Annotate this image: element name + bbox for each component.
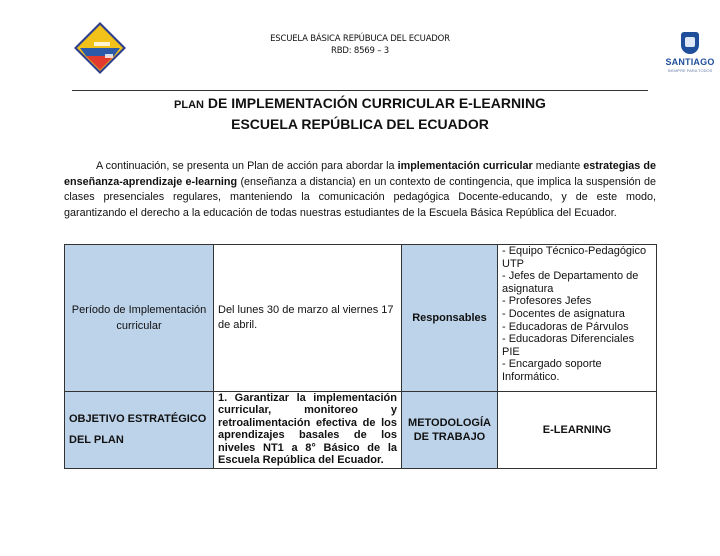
- list-item: - Jefes de Departamento de asignatura: [502, 270, 639, 295]
- period-value: Del lunes 30 de marzo al viernes 17 de abril.: [214, 245, 402, 392]
- period-label: Período de Implementación curricular: [65, 245, 214, 392]
- methodology-label: METODOLOGÍA DE TRABAJO: [402, 392, 498, 469]
- school-emblem-logo: [72, 20, 128, 76]
- header-divider: [72, 90, 648, 91]
- table-row: [65, 245, 657, 392]
- title-line-1: PLAN DE IMPLEMENTACIÓN CURRICULAR E-LEARNING: [174, 95, 546, 111]
- santiago-logo: [664, 32, 716, 74]
- document-title: [60, 94, 660, 134]
- plan-table: [64, 244, 657, 469]
- responsables-list: [498, 245, 657, 392]
- santiago-label: SANTIAGO: [665, 57, 715, 67]
- santiago-subtitle: SIEMPRE PARA TODOS: [667, 68, 713, 73]
- list-item: - Profesores Jefes: [502, 295, 592, 308]
- coat-of-arms-icon: [681, 32, 699, 54]
- methodology-value: E-LEARNING: [498, 392, 657, 469]
- objective-value: 1. Garantizar la implementación curricular, monitoreo y retroalimentación efectiva de los aprendizajes basales de los niveles NT1 a 8° Básico de la Escuela República del Ecuador.: [214, 392, 402, 469]
- list-item: - Docentes de asignatura: [502, 307, 625, 320]
- school-name: ESCUELA BÁSICA REPÚBUCA DEL ECUADOR: [270, 34, 450, 44]
- intro-paragraph: A continuación, se presenta un Plan de acción para abordar la implementación curricular mediante estrategias de enseñanza-aprendizaje e-learning (enseñanza a distancia) en un contexto de contingencia, que implica la suspensión de clases presenciales regulares, manteniendo la comunicación pedagógica Docente-educando, y de este modo, garantizando el derecho a la educación de todas nuestras estudiantes de la Escuela Básica República del Ecuador.: [64, 160, 656, 219]
- rbd-number: RBD: 8569 – 3: [331, 46, 389, 56]
- table-row: [65, 392, 657, 469]
- title-line-2: ESCUELA REPÚBLICA DEL ECUADOR: [231, 116, 489, 132]
- list-item: - Educadoras de Párvulos: [502, 320, 629, 333]
- list-item: - Educadoras Diferenciales PIE: [502, 333, 635, 358]
- list-item: - Encargado soporte Informático.: [502, 358, 602, 383]
- school-header: [240, 33, 480, 57]
- list-item: - Equipo Técnico-Pedagógico UTP: [502, 245, 647, 270]
- responsables-label: Responsables: [402, 245, 498, 392]
- objective-label: OBJETIVO ESTRATÉGICO DEL PLAN: [65, 392, 214, 469]
